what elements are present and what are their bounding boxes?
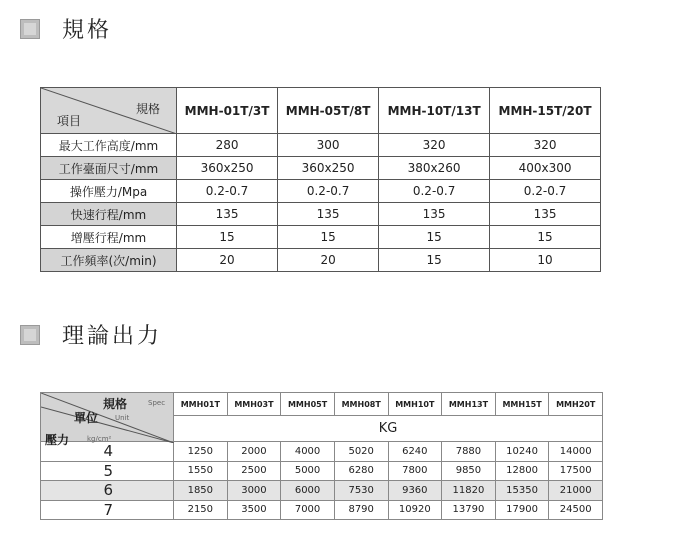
table-row <box>41 481 603 501</box>
table-cell: 15 <box>379 249 490 272</box>
table-cell: 4000 <box>281 442 335 462</box>
force-model-header: MMH05T <box>281 393 335 416</box>
pressure-value: 7 <box>41 500 174 520</box>
force-corner-spec: 規格 <box>103 397 128 411</box>
table-cell: 7800 <box>388 461 442 481</box>
table-row <box>41 134 601 157</box>
table-cell: 20 <box>278 249 379 272</box>
table-cell: 15 <box>278 226 379 249</box>
table-cell: 15 <box>379 226 490 249</box>
spec-section-title: 規格 <box>62 18 113 43</box>
table-cell: 14000 <box>549 442 603 462</box>
spec-table <box>40 87 601 272</box>
table-cell: 3500 <box>227 500 281 520</box>
table-cell: 280 <box>177 134 278 157</box>
table-cell: 7880 <box>442 442 496 462</box>
force-model-header: MMH13T <box>442 393 496 416</box>
table-cell: 17900 <box>495 500 549 520</box>
table-row <box>41 203 601 226</box>
unit-kg-label: KG <box>174 416 603 442</box>
table-cell: 3000 <box>227 481 281 501</box>
table-cell: 6240 <box>388 442 442 462</box>
table-cell: 15350 <box>495 481 549 501</box>
table-cell: 10920 <box>388 500 442 520</box>
table-cell: 400x300 <box>490 157 601 180</box>
force-model-header: MMH01T <box>174 393 228 416</box>
force-header-row <box>41 393 603 416</box>
table-cell: 380x260 <box>379 157 490 180</box>
table-cell: 5000 <box>281 461 335 481</box>
row-label: 快速行程/mm <box>41 203 177 226</box>
force-table <box>40 392 603 520</box>
row-label: 操作壓力/Mpa <box>41 180 177 203</box>
table-cell: 135 <box>379 203 490 226</box>
table-row <box>41 226 601 249</box>
spec-section-heading <box>20 13 112 44</box>
force-corner-unit: 單位 <box>74 411 99 425</box>
table-cell: 300 <box>278 134 379 157</box>
table-row <box>41 180 601 203</box>
row-label: 最大工作高度/mm <box>41 134 177 157</box>
row-label: 工作頻率(次/min) <box>41 249 177 272</box>
pressure-value: 4 <box>41 442 174 462</box>
row-label: 工作臺面尺寸/mm <box>41 157 177 180</box>
force-section-title: 理論出力 <box>62 324 163 349</box>
table-row <box>41 249 601 272</box>
force-corner-pressure-en: kg/cm² <box>87 435 112 443</box>
table-cell: 5020 <box>334 442 388 462</box>
force-corner-cell <box>41 393 174 447</box>
square-bullet-icon <box>20 19 40 39</box>
table-row <box>41 500 603 520</box>
table-cell: 0.2-0.7 <box>490 180 601 203</box>
table-cell: 1550 <box>174 461 228 481</box>
table-row <box>41 442 603 462</box>
table-cell: 0.2-0.7 <box>278 180 379 203</box>
table-cell: 15 <box>490 226 601 249</box>
table-cell: 135 <box>278 203 379 226</box>
table-cell: 7000 <box>281 500 335 520</box>
table-row <box>41 157 601 180</box>
table-cell: 360x250 <box>278 157 379 180</box>
table-cell: 21000 <box>549 481 603 501</box>
table-cell: 7530 <box>334 481 388 501</box>
spec-model-header: MMH-10T/13T <box>379 88 490 134</box>
table-cell: 135 <box>490 203 601 226</box>
table-cell: 17500 <box>549 461 603 481</box>
table-cell: 20 <box>177 249 278 272</box>
table-cell: 2000 <box>227 442 281 462</box>
row-label: 增壓行程/mm <box>41 226 177 249</box>
table-cell: 6280 <box>334 461 388 481</box>
spec-corner-bottom: 項目 <box>57 114 82 128</box>
spec-model-header: MMH-05T/8T <box>278 88 379 134</box>
table-cell: 6000 <box>281 481 335 501</box>
table-cell: 320 <box>490 134 601 157</box>
table-cell: 10 <box>490 249 601 272</box>
table-cell: 135 <box>177 203 278 226</box>
square-bullet-icon <box>20 325 40 345</box>
table-cell: 15 <box>177 226 278 249</box>
table-cell: 2150 <box>174 500 228 520</box>
table-cell: 10240 <box>495 442 549 462</box>
table-cell: 1250 <box>174 442 228 462</box>
force-model-header: MMH20T <box>549 393 603 416</box>
force-corner-pressure: 壓力 <box>45 433 70 447</box>
spec-corner-cell <box>41 88 177 134</box>
force-section-heading <box>20 319 162 350</box>
spec-corner-top: 規格 <box>135 102 160 116</box>
force-corner-unit-en: Unit <box>115 414 130 422</box>
force-model-header: MMH08T <box>334 393 388 416</box>
table-cell: 320 <box>379 134 490 157</box>
table-cell: 0.2-0.7 <box>379 180 490 203</box>
pressure-value: 5 <box>41 461 174 481</box>
table-cell: 9850 <box>442 461 496 481</box>
table-cell: 24500 <box>549 500 603 520</box>
force-corner-spec-en: Spec <box>148 399 166 407</box>
table-cell: 0.2-0.7 <box>177 180 278 203</box>
force-model-header: MMH03T <box>227 393 281 416</box>
spec-model-header: MMH-15T/20T <box>490 88 601 134</box>
force-model-header: MMH15T <box>495 393 549 416</box>
table-cell: 9360 <box>388 481 442 501</box>
table-row <box>41 461 603 481</box>
spec-header-row <box>41 88 601 134</box>
table-cell: 2500 <box>227 461 281 481</box>
table-cell: 12800 <box>495 461 549 481</box>
table-cell: 1850 <box>174 481 228 501</box>
pressure-value: 6 <box>41 481 174 501</box>
table-cell: 8790 <box>334 500 388 520</box>
spec-model-header: MMH-01T/3T <box>177 88 278 134</box>
table-cell: 360x250 <box>177 157 278 180</box>
table-cell: 13790 <box>442 500 496 520</box>
table-cell: 11820 <box>442 481 496 501</box>
force-model-header: MMH10T <box>388 393 442 416</box>
